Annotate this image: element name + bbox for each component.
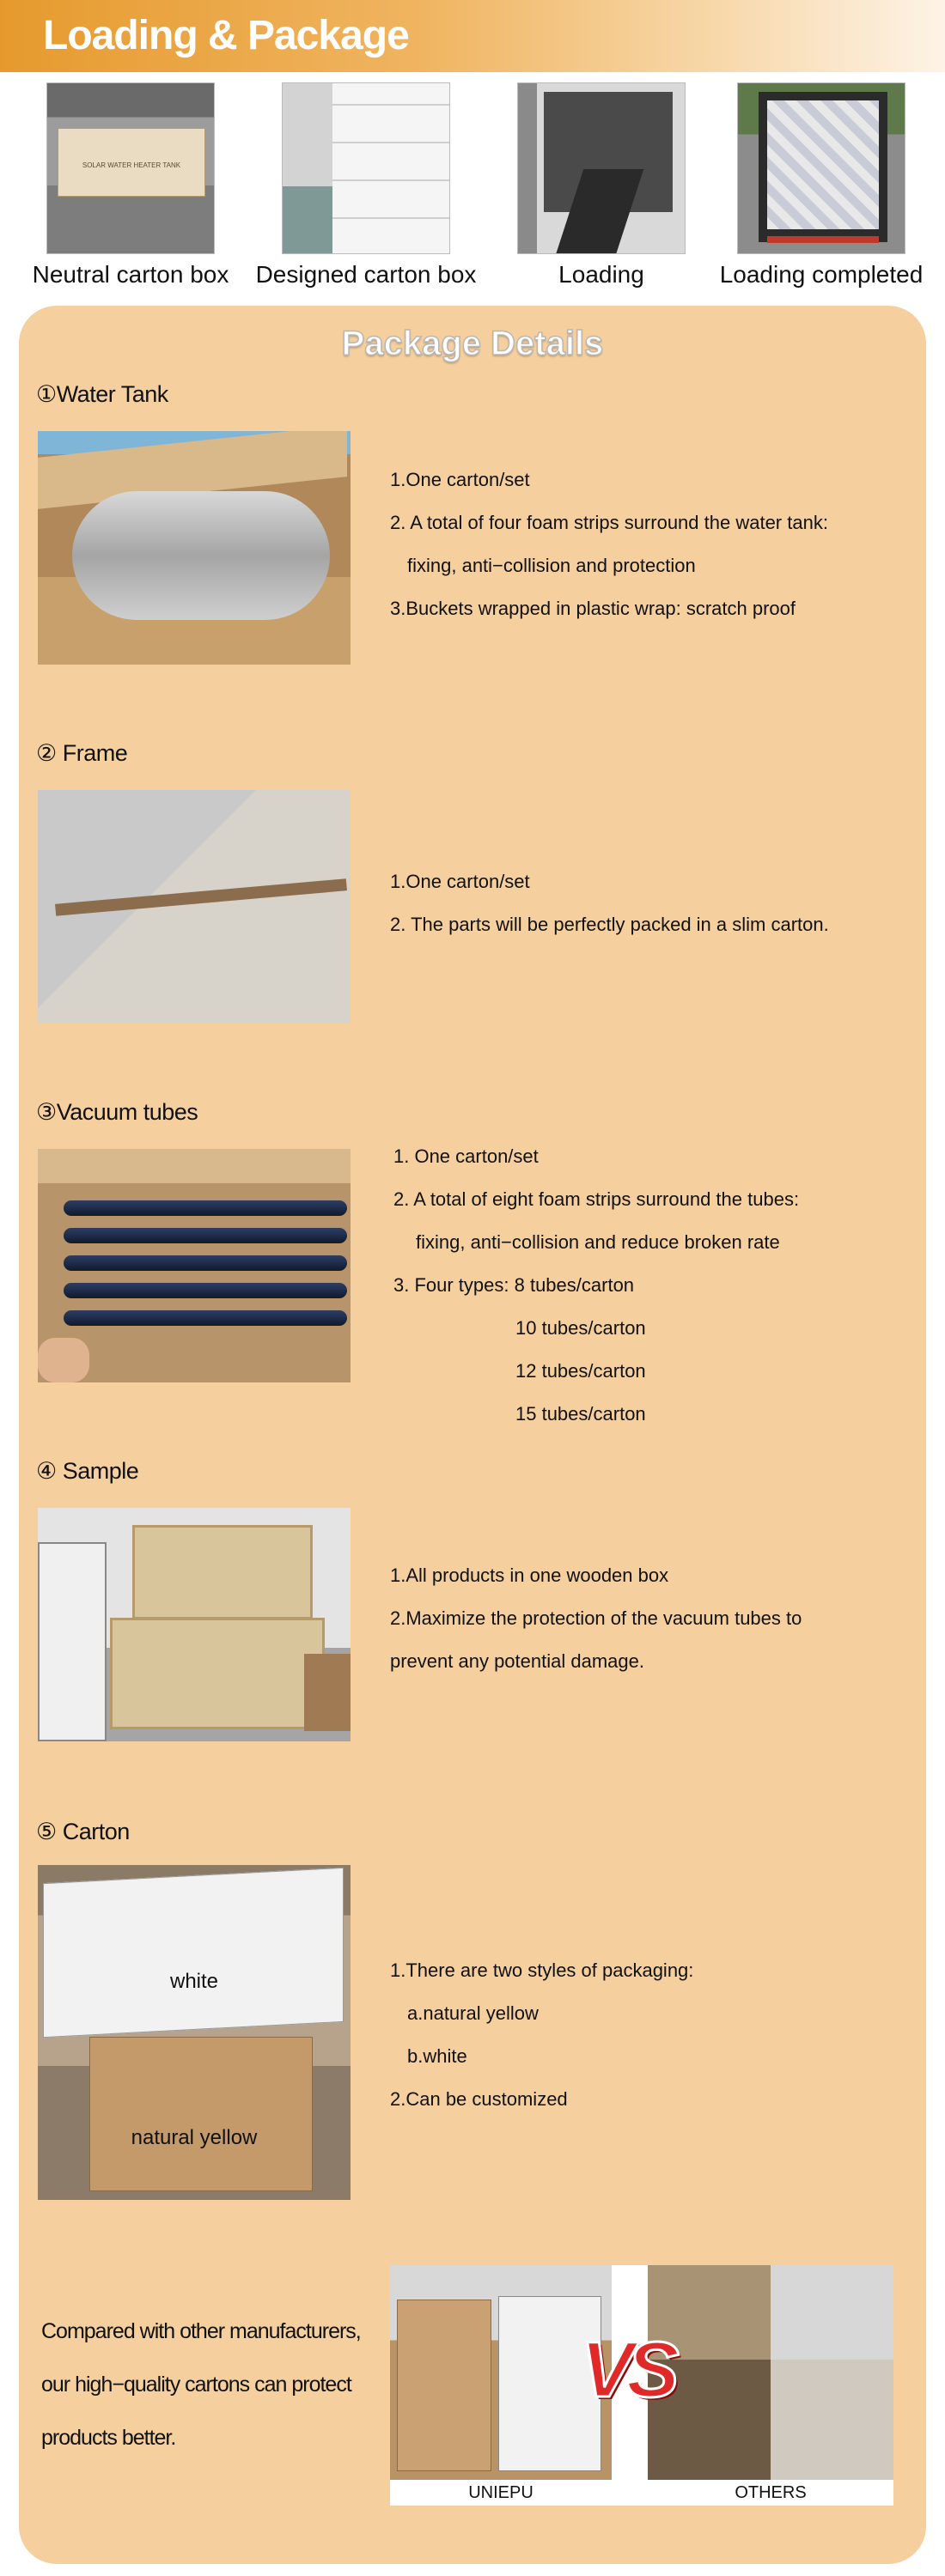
sample-details bbox=[390, 1554, 802, 1683]
others-label: OTHERS bbox=[735, 2483, 807, 2502]
natural-yellow-carton-label: natural yellow bbox=[131, 2126, 258, 2149]
vacuum-tubes-photo bbox=[38, 1149, 351, 1382]
compare-line: products better. bbox=[41, 2426, 176, 2450]
section-title-frame: ② Frame bbox=[36, 740, 128, 766]
frame-details bbox=[390, 860, 829, 946]
loading-caption: Loading bbox=[558, 261, 644, 288]
detail-line: 2. A total of eight foam strips surround the tubes: bbox=[393, 1188, 800, 1210]
white-carton-label: white bbox=[169, 1970, 219, 1993]
detail-line: b.white bbox=[407, 2045, 467, 2067]
detail-line: 1.All products in one wooden box bbox=[390, 1564, 669, 1586]
compare-line: our high−quality cartons can protect bbox=[41, 2372, 351, 2397]
section-title-sample: ④ Sample bbox=[36, 1458, 139, 1484]
compare-text bbox=[41, 2305, 402, 2464]
frame-photo bbox=[38, 790, 351, 1024]
detail-line: 2. The parts will be perfectly packed in a slim carton. bbox=[390, 914, 829, 935]
water-tank-details bbox=[390, 459, 828, 630]
detail-line: fixing, anti−collision and reduce broken rate bbox=[416, 1231, 780, 1253]
loading-completed-item bbox=[710, 82, 933, 289]
loading-photo bbox=[517, 82, 686, 254]
compare-line: Compared with other manufacturers, bbox=[41, 2319, 361, 2343]
water-tank-photo bbox=[38, 431, 351, 665]
detail-line: 2.Maximize the protection of the vacuum tubes to bbox=[390, 1607, 802, 1629]
comparison-image bbox=[390, 2265, 893, 2506]
detail-line: 15 tubes/carton bbox=[515, 1403, 646, 1425]
section-title-water-tank: ①Water Tank bbox=[36, 381, 168, 407]
section-title-carton: ⑤ Carton bbox=[36, 1819, 130, 1844]
detail-line: 1.There are two styles of packaging: bbox=[390, 1959, 694, 1981]
neutral-carton-item bbox=[19, 82, 242, 289]
detail-line: 3. Four types: 8 tubes/carton bbox=[393, 1274, 635, 1296]
carton-photo bbox=[38, 1865, 351, 2200]
sample-photo bbox=[38, 1508, 351, 1741]
detail-line: 2.Can be customized bbox=[390, 2088, 568, 2110]
panel-title: Package Details bbox=[341, 325, 604, 362]
detail-line: 1. One carton/set bbox=[393, 1145, 539, 1167]
section-title-vacuum-tubes: ③Vacuum tubes bbox=[36, 1099, 198, 1125]
neutral-carton-caption: Neutral carton box bbox=[32, 261, 229, 288]
carton-print-text: SOLAR WATER HEATER TANK bbox=[82, 161, 181, 169]
detail-line: a.natural yellow bbox=[407, 2002, 539, 2024]
detail-line: prevent any potential damage. bbox=[390, 1650, 644, 1672]
loading-item bbox=[490, 82, 713, 289]
detail-line: 3.Buckets wrapped in plastic wrap: scratch proof bbox=[390, 598, 796, 619]
uniepu-carton-photo bbox=[390, 2265, 612, 2480]
package-details-panel bbox=[19, 306, 926, 2564]
designed-carton-photo bbox=[282, 82, 450, 254]
detail-line: 10 tubes/carton bbox=[515, 1317, 646, 1339]
page-title: Loading & Package bbox=[43, 13, 409, 58]
detail-line: 12 tubes/carton bbox=[515, 1360, 646, 1382]
designed-carton-item bbox=[254, 82, 478, 289]
header-banner bbox=[0, 0, 945, 72]
detail-line: fixing, anti−collision and protection bbox=[407, 555, 696, 576]
detail-line: 2. A total of four foam strips surround the water tank: bbox=[390, 512, 828, 533]
loading-completed-caption: Loading completed bbox=[719, 261, 924, 288]
top-photo-row bbox=[0, 82, 945, 297]
carton-details bbox=[390, 1949, 693, 2121]
designed-carton-caption: Designed carton box bbox=[255, 261, 477, 288]
detail-line: 1.One carton/set bbox=[390, 469, 530, 490]
detail-line: 1.One carton/set bbox=[390, 871, 530, 892]
others-carton-photo bbox=[648, 2265, 893, 2480]
vacuum-tubes-details bbox=[393, 1135, 799, 1436]
vs-mark: VS bbox=[581, 2326, 673, 2414]
loading-completed-photo bbox=[737, 82, 905, 254]
uniepu-label: UNIEPU bbox=[468, 2483, 533, 2502]
neutral-carton-photo bbox=[46, 82, 215, 254]
